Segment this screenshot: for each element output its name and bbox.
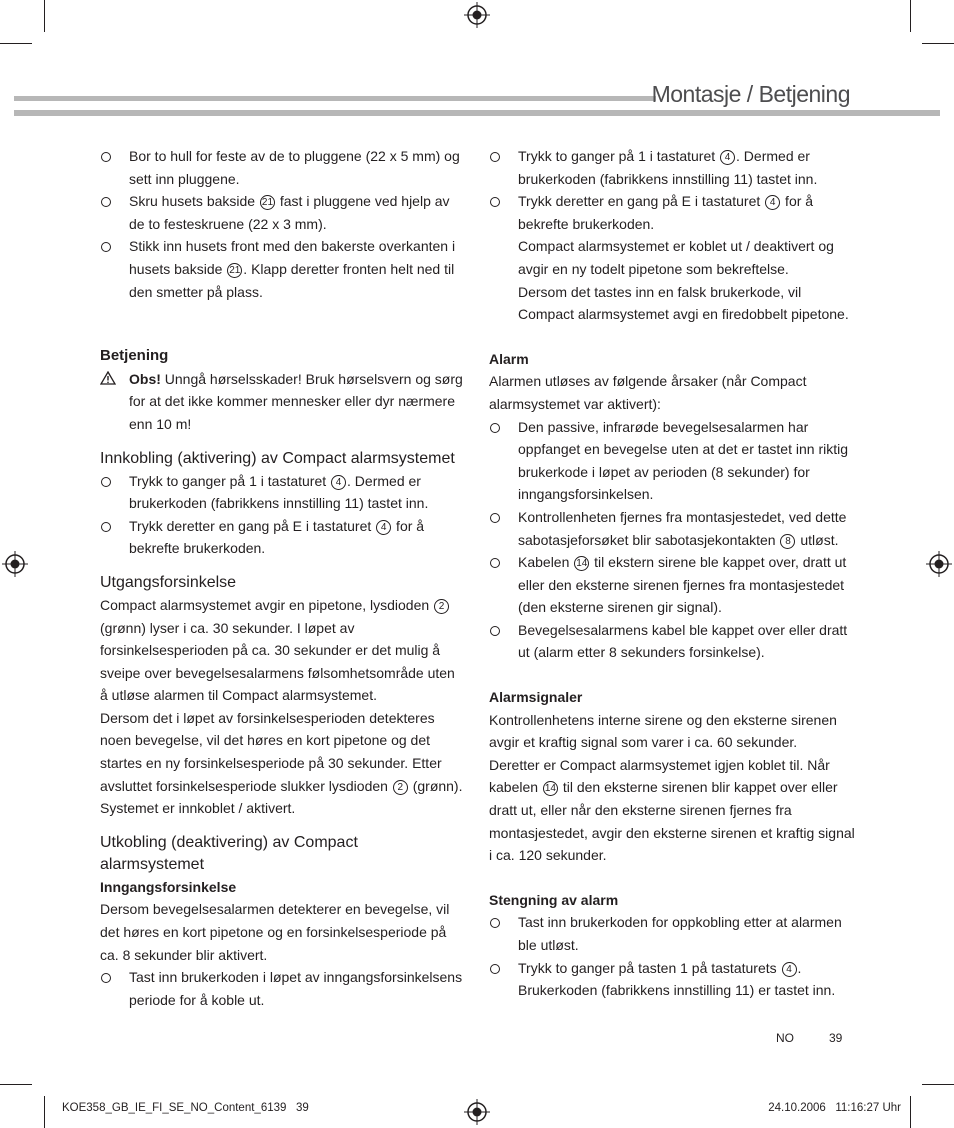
list-item: Trykk to ganger på 1 i tastaturet 4 . Dermed er brukerkoden (fabrikkens innstilling 11) tastet inn. (489, 145, 857, 190)
print-slug-file: KOE358_GB_IE_FI_SE_NO_Content_6139 39 (62, 1102, 309, 1114)
callout-number: 4 (765, 195, 780, 210)
crop-mark (0, 1084, 32, 1085)
right-column (489, 145, 857, 1002)
crop-mark (44, 1096, 45, 1128)
list-item: Tast inn brukerkoden for oppkobling etter at alarmen ble utløst. (489, 911, 857, 956)
list-item: Trykk to ganger på tasten 1 på tastaturets 4 . Brukerkoden (fabrikkens innstilling 11) er tastet inn. (489, 957, 857, 1002)
registration-mark-icon (2, 551, 28, 577)
callout-number: 8 (780, 534, 795, 549)
registration-mark-icon (464, 1099, 490, 1125)
language-code: NO (776, 1031, 794, 1045)
print-slug-date: 24.10.2006 11:16:27 Uhr (768, 1102, 901, 1114)
list-item: Bevegelsesalarmens kabel ble kappet over eller dratt ut (alarm etter 8 sekunders forsinkelse). (489, 619, 857, 664)
title-rule (14, 110, 940, 116)
paragraph: Dersom det i løpet av forsinkelsesperioden detekteres noen bevegelse, vil det høres en kort pipetone og det startes en ny forsinkelsesperiode på 30 sekunder. Etter avsluttet forsinkelsesperiode slukker lysdioden 2 (grønn). Systemet er innkoblet / aktivert. (100, 709, 463, 817)
list-item: Kabelen 14 til ekstern sirene ble kappet over, dratt ut eller den eksterne sirenen fjernes fra montasjestedet (den eksterne sirenen gir signal). (489, 551, 857, 619)
warning-label: Obs! (129, 370, 161, 387)
callout-number: 2 (393, 780, 408, 795)
section-heading-stengning: Stengning av alarm (489, 891, 619, 908)
crop-mark (0, 43, 32, 44)
warning-icon (100, 371, 116, 385)
list-item: Kontrollenheten fjernes fra montasjestedet, ved dette sabotasjeforsøket blir sabotasjekontakten 8 utløst. (489, 506, 857, 551)
list-item: Bor to hull for feste av de to pluggene (22 x 5 mm) og sett inn pluggene. (100, 145, 466, 190)
crop-mark (910, 0, 911, 32)
warning-note: Obs! Unngå hørselsskader! Bruk hørselsvern og sørg for at det ikke kommer mennesker eller dyr nærmere enn 10 m! (100, 368, 466, 436)
page-number: 39 (829, 1031, 843, 1045)
section-heading-alarm: Alarm (489, 350, 529, 367)
paragraph: Dersom det tastes inn en falsk brukerkode, vil Compact alarmsystemet avgi en firedobbelt pipetone. (518, 283, 849, 323)
crop-mark (44, 0, 45, 32)
left-column (100, 145, 466, 1011)
list-item: Tast inn brukerkoden i løpet av inngangsforsinkelsens periode for å koble ut. (100, 966, 466, 1011)
callout-number: 21 (261, 197, 274, 209)
paragraph: Kontrollenhetens interne sirene og den eksterne sirenen avgir et kraftig signal som varer i ca. 60 sekunder. (489, 711, 837, 751)
section-heading-utgang: Utgangsforsinkelse (100, 573, 237, 591)
callout-number: 4 (331, 475, 346, 490)
callout-number: 4 (782, 962, 797, 977)
callout-number: 2 (434, 599, 449, 614)
section-heading-utkobling: Utkobling (deaktivering) av Compact alarmsystemet (100, 833, 358, 873)
list-item: Skru husets bakside 21 fast i pluggene ved hjelp av de to festeskruene (22 x 3 mm). (100, 190, 466, 235)
paragraph: Compact alarmsystemet er koblet ut / deaktivert og avgir en ny todelt pipetone som bekreftelse. (518, 238, 834, 277)
page-title: Montasje / Betjening (651, 81, 850, 107)
paragraph: Compact alarmsystemet avgir en pipetone, lysdioden 2 (grønn) lyser i ca. 30 sekunder. I løpet av forsinkelsesperioden på ca. 30 sekunder er det mulig å sveipe over bevegelsesalarmens følsomhetsområde uten å utløse alarmen til Compact alarmsystemet. (100, 596, 455, 704)
section-heading-betjening: Betjening (100, 347, 169, 365)
registration-mark-icon (464, 2, 490, 28)
callout-number: 21 (229, 264, 241, 276)
crop-mark (922, 43, 954, 44)
paragraph: Alarmen utløses av følgende årsaker (når Compact alarmsystemet var aktivert): (489, 373, 807, 412)
list-item: Trykk deretter en gang på E i tastaturet 4 for å bekrefte brukerkoden. (100, 515, 466, 560)
paragraph: Dersom bevegelsesalarmen detekterer en bevegelse, vil det høres en kort pipetone og en forsinkelsesperiode på ca. 8 sekunder blir aktivert. (100, 901, 450, 963)
registration-mark-icon (926, 551, 952, 577)
title-rule (14, 96, 656, 101)
paragraph: Deretter er Compact alarmsystemet igjen koblet til. Når kabelen 14 til den eksterne sirenen blir kappet over eller dratt ut, eller når den eksterne sirenen fjernes fra montasjestedet, avgir den eksterne sirenen et kraftig signal i ca. 120 sekunder. (489, 756, 855, 864)
list-item: Den passive, infrarøde bevegelsesalarmen har oppfanget en bevegelse uten at det er tastet inn riktig brukerkode i løpet av perioden (8 sekunder) for inngangsforsinkelsen. (489, 416, 857, 506)
crop-mark (910, 1096, 911, 1128)
subheading-inngang: Inngangsforsinkelse (100, 878, 237, 895)
list-item: Stikk inn husets front med den bakerste overkanten i husets bakside 21 . Klapp deretter fronten helt ned til den smetter på plass. (100, 235, 466, 303)
callout-number: 4 (720, 150, 735, 165)
crop-mark (922, 1084, 954, 1085)
list-item: Trykk deretter en gang på E i tastaturet 4 for å bekrefte brukerkoden. (489, 190, 857, 235)
section-heading-alarmsignaler: Alarmsignaler (489, 689, 583, 706)
section-heading-innkobling: Innkobling (aktivering) av Compact alarmsystemet (100, 449, 455, 467)
callout-number: 14 (576, 558, 588, 570)
callout-number: 4 (376, 520, 391, 535)
list-item: Trykk to ganger på 1 i tastaturet 4 . Dermed er brukerkoden (fabrikkens innstilling 11) tastet inn. (100, 470, 466, 515)
callout-number: 14 (544, 783, 556, 795)
